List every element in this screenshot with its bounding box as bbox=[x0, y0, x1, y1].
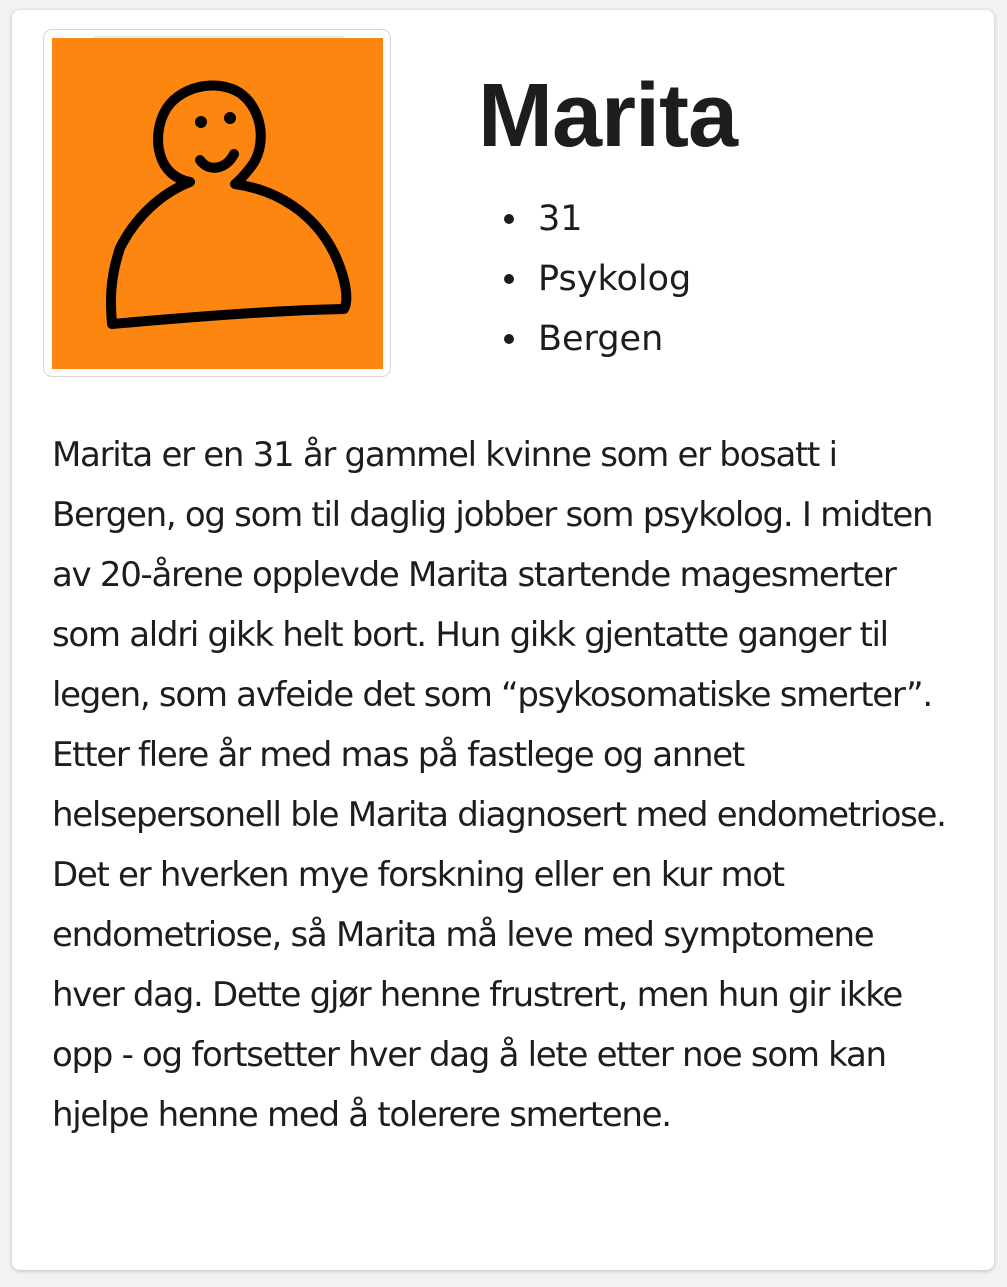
bullet-icon bbox=[504, 274, 514, 284]
persona-name: Marita bbox=[478, 66, 738, 166]
bullet-icon bbox=[504, 334, 514, 344]
fact-occupation bbox=[498, 255, 691, 315]
fact-age bbox=[498, 195, 691, 255]
hand-drawn-person-icon bbox=[52, 38, 383, 369]
persona-bio: Marita er en 31 år gammel kvinne som er bosatt i Bergen, og som til daglig jobber som psykolog. I midten av 20-årene opplevde Marita startende magesmerter som aldri gikk helt bort. Hun gikk gjentatte ganger til legen, som avfeide det som “psykosomatiske smerter”. Etter flere år med mas på fastlege og annet helsepersonell ble Marita diagnosert med endometriose. Det er hverken mye forskning eller en kur mot endometriose, så Marita må leve med symptomene hver dag. Dette gjør henne frustrert, men hun gir ikke opp - og fortsetter hver dag å lete etter noe som kan hjelpe henne med å tolerere smertene. bbox=[52, 435, 946, 1135]
bullet-icon bbox=[504, 214, 514, 224]
fact-age-text: 31 bbox=[538, 199, 583, 239]
persona-card bbox=[12, 10, 994, 1270]
persona-facts-list bbox=[498, 195, 691, 375]
fact-location bbox=[498, 315, 691, 375]
avatar-art bbox=[52, 38, 383, 369]
fact-location-text: Bergen bbox=[538, 319, 664, 359]
fact-occupation-text: Psykolog bbox=[538, 259, 692, 299]
avatar bbox=[43, 29, 391, 377]
